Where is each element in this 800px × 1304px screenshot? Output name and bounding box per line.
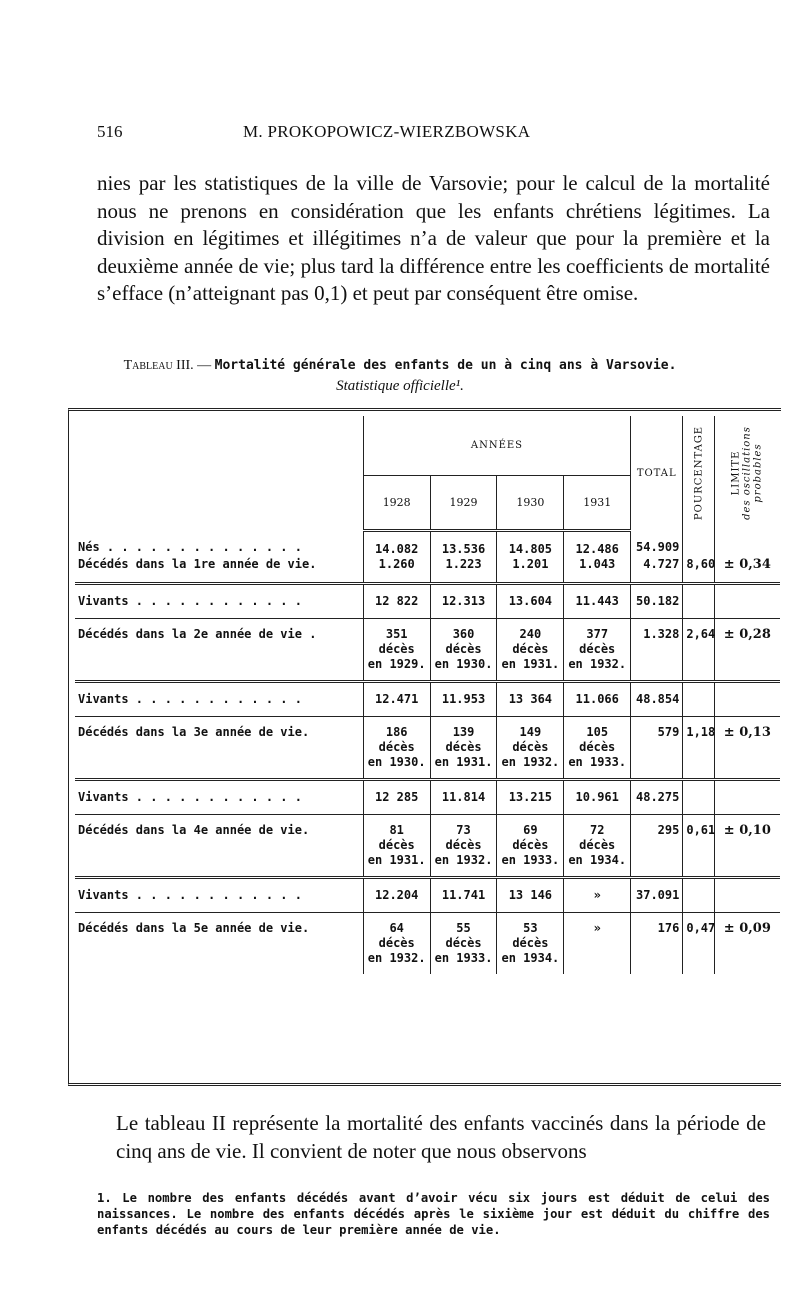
percentage-cell: 8,60 [683,557,714,584]
limit-cell [714,583,780,618]
table-row [75,877,780,912]
table-row [75,779,780,814]
total-cell: 48.854 [631,681,683,716]
table-title: Mortalité générale des enfants de un à cinq ans à Varsovie. [214,358,677,373]
table-cell: 64 décès en 1932. [363,912,430,974]
percentage-cell: 0,61 [683,814,714,877]
limit-cell: ± 0,09 [714,912,780,974]
percentage-cell [683,681,714,716]
table-cell: 13.536 [430,530,497,557]
page-header [97,122,702,146]
total-cell: 579 [631,716,683,779]
limit-cell [714,877,780,912]
table-cell: 12.486 [564,530,631,557]
table-cell: 53 décès en 1934. [497,912,564,974]
header-year: 1928 [363,475,430,530]
table-cell: 14.082 [363,530,430,557]
table-row [75,530,780,557]
table-cell: 73 décès en 1932. [430,814,497,877]
percentage-cell: 1,18 [683,716,714,779]
table-cell: 1.223 [430,557,497,584]
table-cell: 69 décès en 1933. [497,814,564,877]
footnote: 1. Le nombre des enfants décédés avant d’avoir vécu six jours est déduit de celui des naissances. Le nombre des enfants décédés après le sixième jour est déduit du chiffre des enfants décédés au cours de leur première année de vie. [97,1191,770,1237]
table-row [75,681,780,716]
table-cell: 11.741 [430,877,497,912]
table-row [75,618,780,681]
row-label: Vivants . . . . . . . . . . . . [75,583,363,618]
row-label: Vivants . . . . . . . . . . . . [75,877,363,912]
table-row [75,557,780,584]
table-cell: 1.201 [497,557,564,584]
row-label: Vivants . . . . . . . . . . . . [75,681,363,716]
table-cell: 72 décès en 1934. [564,814,631,877]
table-cell: 360 décès en 1930. [430,618,497,681]
header-year: 1930 [497,475,564,530]
table-cell: 1.260 [363,557,430,584]
mortality-table [75,416,780,974]
limit-cell [714,779,780,814]
table-cell: 55 décès en 1933. [430,912,497,974]
table-cell: 13.215 [497,779,564,814]
total-cell: 48.275 [631,779,683,814]
table-row [75,583,780,618]
header-year: 1931 [564,475,631,530]
percentage-cell [683,779,714,814]
percentage-cell: 0,47 [683,912,714,974]
table-cell: 12.313 [430,583,497,618]
table-row [75,912,780,974]
limit-cell [714,681,780,716]
total-cell: 54.909 [631,530,683,557]
table-cell: 13 146 [497,877,564,912]
table-caption [60,356,740,396]
limit-cell: ± 0,13 [714,716,780,779]
body-paragraph: nies par les statistiques de la ville de Varsovie; pour le calcul de la mortalité nous ne prenons en considération que les enfants chrétiens légitimes. La division en légitimes et illégitimes n’a de valeur que pour la première et la deuxième année de vie; plus tard la différence entre les coefficients de mortalité s’efface (n’atteignant pas 0,1) et peut par conséquent être omise. [97,171,770,306]
running-head: M. PROKOPOWICZ-WIERZBOWSKA [243,122,531,141]
table-cell: 12 285 [363,779,430,814]
table-label: Tableau III. [123,358,194,373]
header-blank [75,416,363,530]
limit-cell: ± 0,28 [714,618,780,681]
percentage-cell [683,583,714,618]
total-cell: 1.328 [631,618,683,681]
table-cell: 351 décès en 1929. [363,618,430,681]
table-cell: 13 364 [497,681,564,716]
row-label: Décédés dans la 2e année de vie . [75,618,363,681]
limit-cell: ± 0,10 [714,814,780,877]
total-cell: 295 [631,814,683,877]
table-cell: 12 822 [363,583,430,618]
header-total: TOTAL [631,416,683,530]
total-cell: 37.091 [631,877,683,912]
table-cell: 1.043 [564,557,631,584]
row-label: Décédés dans la 5e année de vie. [75,912,363,974]
row-label: Décédés dans la 3e année de vie. [75,716,363,779]
total-cell: 50.182 [631,583,683,618]
limit-cell [714,530,780,557]
header-year: 1929 [430,475,497,530]
row-label: Vivants . . . . . . . . . . . . [75,779,363,814]
table-cell: 12.204 [363,877,430,912]
limit-cell: ± 0,34 [714,557,780,584]
table-row [75,716,780,779]
table-cell: 11.953 [430,681,497,716]
page-number: 516 [97,122,123,141]
table-cell: 11.814 [430,779,497,814]
total-cell: 4.727 [631,557,683,584]
header-pourcentage: POURCENTAGE [683,416,714,530]
body-paragraph-2: Le tableau II représente la mortalité des enfants vaccinés dans la période de cinq ans de vie. Il convient de noter que nous observons [116,1111,766,1163]
row-label: Décédés dans la 1re année de vie. [78,556,317,571]
header-annees: ANNÉES [363,416,630,475]
row-label: Décédés dans la 4e année de vie. [75,814,363,877]
table-cell: 81 décès en 1931. [363,814,430,877]
total-cell: 176 [631,912,683,974]
table-row [75,814,780,877]
table-subtitle: Statistique officielle¹. [336,378,464,394]
table-cell: 186 décès en 1930. [363,716,430,779]
percentage-cell [683,530,714,557]
caption-dash: — [197,358,212,373]
table-cell: 11.443 [564,583,631,618]
table-cell: 11.066 [564,681,631,716]
table-cell: » [564,877,631,912]
table-cell: 14.805 [497,530,564,557]
table-cell: 105 décès en 1933. [564,716,631,779]
percentage-cell [683,877,714,912]
table-cell: 139 décès en 1931. [430,716,497,779]
table-cell: 240 décès en 1931. [497,618,564,681]
percentage-cell: 2,64 [683,618,714,681]
table-cell: 10.961 [564,779,631,814]
table-cell: 149 décès en 1932. [497,716,564,779]
header-limite: LIMITE des oscillations probables [714,416,780,530]
row-label: Nés . . . . . . . . . . . . . . [78,540,302,554]
table-cell: 377 décès en 1932. [564,618,631,681]
table-cell: 12.471 [363,681,430,716]
table-cell: 13.604 [497,583,564,618]
table-cell: » [564,912,631,974]
